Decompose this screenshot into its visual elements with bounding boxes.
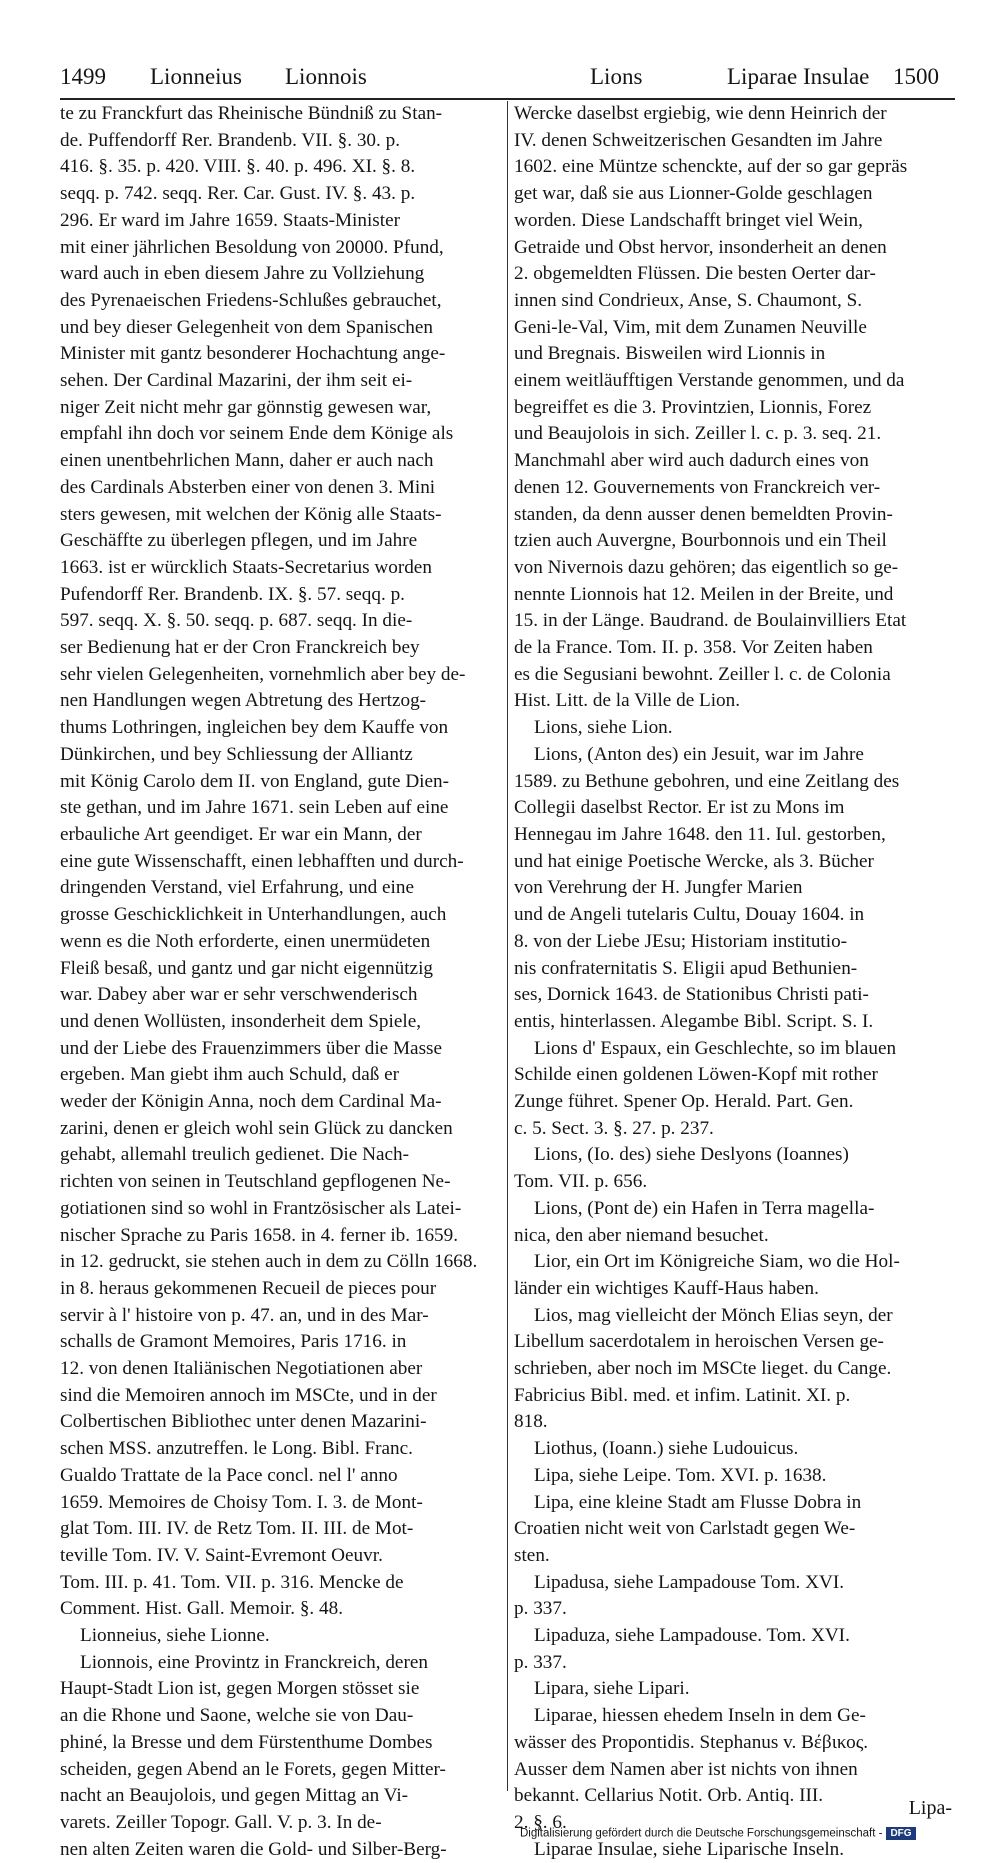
left-column-line: zarini, denen er gleich wohl sein Glück zu dancken — [60, 1117, 453, 1139]
left-column-line: 416. §. 35. p. 420. VIII. §. 40. p. 496. XI. §. 8. — [60, 156, 416, 178]
left-column-line: eine gute Wissenschafft, einen lebhafften und durch- — [60, 850, 464, 872]
left-column-line: nen alten Zeiten waren die Gold- und Silber-Berg- — [60, 1838, 447, 1860]
left-column-line: seqq. p. 742. seqq. Rer. Car. Gust. IV. §. 43. p. — [60, 183, 416, 205]
right-column-line: nennte Lionnois hat 12. Meilen in der Breite, und — [514, 583, 894, 605]
left-column-line: scheiden, gegen Abend an le Forets, gegen Mitter- — [60, 1758, 446, 1780]
left-column-line: Fleiß besaß, und gantz und gar nicht eigennützig — [60, 957, 433, 979]
right-column-line: Fabricius Bibl. med. et infim. Latinit. XI. p. — [514, 1384, 851, 1406]
left-column-line: Haupt-Stadt Lion ist, gegen Morgen stösset sie — [60, 1678, 420, 1700]
right-column-line: von Verehrung der H. Jungfer Marien — [514, 877, 803, 899]
left-column-line: an die Rhone und Saone, welche sie von Dau- — [60, 1705, 414, 1727]
right-column-line: 8. von der Liebe JEsu; Historiam institutio- — [514, 930, 848, 952]
left-column-line: dringenden Verstand, viel Erfahrung, und eine — [60, 877, 414, 899]
left-column-line: des Cardinals Absterben einer von denen 3. Mini — [60, 476, 436, 498]
right-column-line: standen, da denn ausser denen bemeldten Provin- — [514, 503, 893, 525]
left-column — [60, 101, 504, 1860]
left-column-line: niger Zeit nicht mehr gar gönnstig gewesen war, — [60, 396, 432, 418]
right-column-line: Lions d' Espaux, ein Geschlechte, so im blauen — [534, 1037, 897, 1059]
left-column-line: nischer Sprache zu Paris 1658. in 4. ferner ib. 1659. — [60, 1224, 459, 1246]
right-column-line: 15. in der Länge. Baudrand. de Boulainvilliers Etat — [514, 610, 907, 632]
right-column-line: Lipadusa, siehe Lampadouse Tom. XVI. — [534, 1571, 845, 1593]
left-column-line: Lionneius, siehe Lionne. — [80, 1625, 270, 1647]
left-column-line: erbauliche Art geendiget. Er war ein Mann, der — [60, 823, 422, 845]
left-column-line: richten von seinen in Teutschland gepflogenen Ne- — [60, 1171, 451, 1193]
header-keyword-2: Lionnois — [285, 64, 367, 89]
left-column-line: ergeben. Man giebt ihm auch Schuld, daß er — [60, 1064, 400, 1086]
right-column-line: Lions, siehe Lion. — [534, 717, 673, 739]
right-column-line: Tom. VII. p. 656. — [514, 1171, 648, 1193]
right-column-line: c. 5. Sect. 3. §. 27. p. 237. — [514, 1117, 714, 1139]
left-column-line: und der Liebe des Frauenzimmers über die Masse — [60, 1037, 443, 1059]
right-column-line: Geni-le-Val, Vim, mit dem Zunamen Neuville — [514, 316, 867, 338]
header-page-number-left: 1499 — [60, 64, 106, 89]
left-column-line: mit König Carolo dem II. von England, gute Dien- — [60, 770, 450, 792]
left-column-line: glat Tom. III. IV. de Retz Tom. II. III. de Mot- — [60, 1518, 414, 1540]
left-column-line: in 8. heraus gekommenen Recueil de pieces pour — [60, 1277, 437, 1299]
right-column-line: Lipa, eine kleine Stadt am Flusse Dobra in — [534, 1491, 862, 1513]
left-column-line: mit einer jährlichen Besoldung von 20000. Pfund, — [60, 236, 444, 258]
right-column-line: Zunge führet. Spener Op. Herald. Part. Gen. — [514, 1091, 854, 1113]
right-column-line: Schilde einen goldenen Löwen-Kopf mit rother — [514, 1064, 878, 1086]
left-column-line: de. Puffendorff Rer. Brandenb. VII. §. 30. p. — [60, 129, 400, 151]
left-column-line: varets. Zeiller Topogr. Gall. V. p. 3. In de- — [60, 1812, 382, 1833]
right-column-line: wässer des Propontidis. Stephanus v. Βέβικος. — [514, 1731, 869, 1753]
left-column-line: ste gethan, und im Jahre 1671. sein Leben auf eine — [60, 797, 449, 819]
left-column-line: des Pyrenaeischen Friedens-Schlußes gebrauchet, — [60, 289, 442, 311]
left-column-line: sind die Memoiren annoch im MSCte, und in der — [60, 1384, 437, 1406]
right-column-line: Hennegau im Jahre 1648. den 11. Iul. gestorben, — [514, 823, 886, 845]
left-column-line: teville Tom. IV. V. Saint-Evremont Oeuvr. — [60, 1544, 383, 1566]
right-column-line: Getraide und Obst hervor, insonderheit an denen — [514, 236, 887, 258]
left-column-line: gehabt, allemahl treulich gedienet. Die Nach- — [60, 1144, 409, 1166]
dfg-logo: DFG — [886, 1827, 915, 1840]
right-column-line: Hist. Litt. de la Ville de Lion. — [514, 690, 741, 712]
right-column-line: p. 337. — [514, 1598, 567, 1620]
right-column-line: es die Segusiani bewohnt. Zeiller l. c. de Colonia — [514, 663, 891, 685]
left-column-line: 296. Er ward im Jahre 1659. Staats-Minister — [60, 209, 400, 231]
right-column-line: p. 337. — [514, 1651, 567, 1673]
left-column-line: nen Handlungen wegen Abtretung des Hertzog- — [60, 690, 427, 712]
right-column-line: 2. obgemeldten Flüssen. Die besten Oerter dar- — [514, 263, 876, 285]
left-column-line: und bey dieser Gelegenheit von dem Spanischen — [60, 316, 433, 338]
right-column-line: ses, Dornick 1643. de Stationibus Christi pati- — [514, 984, 869, 1006]
right-column-line: und de Angeli tutelaris Cultu, Douay 1604. in — [514, 904, 865, 926]
right-column-line: nis confraternitatis S. Eligii apud Bethunien- — [514, 957, 858, 979]
right-column-line: und Bregnais. Bisweilen wird Lionnis in — [514, 343, 826, 365]
left-column-line: ward auch in eben diesem Jahre zu Vollziehung — [60, 263, 425, 285]
right-column-line: Collegii daselbst Rector. Er ist zu Mons im — [514, 797, 845, 819]
left-column-line: phiné, la Bresse und dem Fürstenthume Dombes — [60, 1731, 433, 1753]
left-column-line: Gualdo Trattate de la Pace concl. nel l' anno — [60, 1464, 398, 1486]
right-column-line: worden. Diese Landschafft bringet viel Wein, — [514, 209, 863, 231]
left-column-line: wenn es die Noth erforderte, einen unermüdeten — [60, 930, 431, 952]
right-column-line: und hat einige Poetische Wercke, als 3. Bücher — [514, 850, 874, 872]
left-column-line: empfahl ihn doch vor seinem Ende dem Könige als — [60, 423, 454, 445]
left-column-line: Dünkirchen, und bey Schliessung der Alliantz — [60, 743, 413, 765]
right-column-line: 1589. zu Bethune gebohren, und eine Zeitlang des — [514, 770, 900, 792]
right-column-line: 2. §. 6. — [514, 1812, 567, 1833]
right-column-line: Lions, (Pont de) ein Hafen in Terra magella- — [534, 1197, 875, 1219]
header-rule — [60, 98, 955, 100]
right-column-line: Lios, mag vielleicht der Mönch Elias seyn, der — [534, 1304, 893, 1326]
right-column-line: Lior, ein Ort im Königreiche Siam, wo die Hol- — [534, 1251, 900, 1273]
header-keyword-3: Lions — [590, 64, 643, 89]
right-column-line: Wercke daselbst ergiebig, wie denn Heinrich der — [514, 103, 887, 124]
right-column-line: Croatien nicht weit von Carlstadt gegen We- — [514, 1518, 856, 1540]
left-column-line: nacht an Beaujolois, und gegen Mittag an Vi- — [60, 1785, 409, 1807]
right-column-line: Lions, (Anton des) ein Jesuit, war im Jahre — [534, 743, 864, 765]
left-column-line: und denen Wollüsten, insonderheit dem Spiele, — [60, 1010, 422, 1032]
right-column-line: denen 12. Gouvernements von Franckreich ver- — [514, 476, 881, 498]
left-column-line: schalls de Gramont Memoires, Paris 1716. in — [60, 1331, 407, 1353]
header-keyword-4: Liparae Insulae — [727, 64, 870, 89]
right-column-line: Lipa, siehe Leipe. Tom. XVI. p. 1638. — [534, 1464, 827, 1486]
digitization-credit — [520, 1827, 950, 1849]
right-column-line: bekannt. Cellarius Notit. Orb. Antiq. III. — [514, 1785, 824, 1807]
right-column-line: Lipara, siehe Lipari. — [534, 1678, 690, 1700]
right-column-line: Manchmahl aber wird auch dadurch eines von — [514, 450, 869, 472]
left-column-line: weder der Königin Anna, noch dem Cardinal Ma- — [60, 1091, 442, 1113]
right-column-line: entis, hinterlassen. Alegambe Bibl. Script. S. I. — [514, 1010, 874, 1032]
right-column-line: sten. — [514, 1544, 550, 1566]
left-column-line: Colbertischen Bibliothec unter denen Mazarini- — [60, 1411, 427, 1433]
left-column-line: Comment. Hist. Gall. Memoir. §. 48. — [60, 1598, 344, 1620]
right-column-line: 1602. eine Müntze schenckte, auf der so gar gepräs — [514, 156, 908, 178]
right-column-line: de la France. Tom. II. p. 358. Vor Zeiten haben — [514, 637, 873, 659]
right-column-line: und Beaujolois in sich. Zeiller l. c. p. 3. seq. 21. — [514, 423, 882, 445]
left-column-line: sehen. Der Cardinal Mazarini, der ihm seit ei- — [60, 370, 413, 392]
left-column-line: te zu Franckfurt das Rheinische Bündniß zu Stan- — [60, 103, 443, 124]
right-column-line: nica, den aber niemand besuchet. — [514, 1224, 769, 1246]
right-column-line: länder ein wichtiges Kauff-Haus haben. — [514, 1277, 819, 1299]
left-column-line: servir à l' histoire von p. 47. an, und in des Mar- — [60, 1304, 429, 1326]
left-column-line: thums Lothringen, ingleichen bey dem Kauffe von — [60, 717, 449, 739]
right-column-line: Libellum sacerdotalem in heroischen Versen ge- — [514, 1331, 884, 1353]
catchword: Lipa- — [908, 1797, 952, 1819]
left-column-line: Pufendorff Rer. Brandenb. IX. §. 57. seqq. p. — [60, 583, 405, 605]
left-column-line: einen unentbehrlichen Mann, daher er auch nach — [60, 450, 434, 472]
left-column-line: 1663. ist er würcklich Staats-Secretarius worden — [60, 556, 432, 578]
right-column-line: get war, daß sie aus Lionner-Golde geschlagen — [514, 183, 873, 205]
right-column-line: von Nivernois dazu gehören; das eigentlich so ge- — [514, 556, 899, 578]
left-column-line: in 12. gedruckt, sie stehen auch in dem zu Cölln 1668. — [60, 1251, 478, 1273]
left-column-line: grosse Geschicklichkeit in Unterhandlungen, auch — [60, 904, 447, 926]
left-column-line: 1659. Memoires de Choisy Tom. I. 3. de Mont- — [60, 1491, 423, 1513]
right-column-line: Lions, (Io. des) siehe Deslyons (Ioannes) — [534, 1144, 849, 1166]
header-page-number-right: 1500 — [893, 64, 939, 89]
right-column-line: IV. denen Schweitzerischen Gesandten im Jahre — [514, 129, 883, 151]
left-column-line: 12. von denen Italiänischen Negotiationen aber — [60, 1358, 423, 1380]
right-column-line: Liparae, hiessen ehedem Inseln in dem Ge- — [534, 1705, 866, 1727]
left-column-line: Lionnois, eine Provintz in Franckreich, deren — [80, 1651, 428, 1673]
right-column-line: innen sind Condrieux, Anse, S. Chaumont, S. — [514, 289, 863, 311]
left-column-line: 597. seqq. X. §. 50. seqq. p. 687. seqq. In die- — [60, 610, 413, 632]
right-column-line: tzien auch Auvergne, Bourbonnois und ein Theil — [514, 530, 887, 552]
left-column-line: Geschäffte zu überlegen pflegen, und im Jahre — [60, 530, 418, 552]
right-column-line: einem weitläufftigen Verstande genommen, und da — [514, 370, 905, 392]
column-divider — [507, 101, 508, 1791]
header-keyword-1: Lionneius — [150, 64, 242, 89]
right-column-line: 818. — [514, 1411, 548, 1433]
left-column-line: schen MSS. anzutreffen. le Long. Bibl. Franc. — [60, 1438, 413, 1460]
left-column-line: ser Bedienung hat er der Cron Franckreich bey — [60, 637, 420, 659]
left-column-line: sters gewesen, mit welchen der König alle Staats- — [60, 503, 442, 525]
right-column-line: Ausser dem Namen aber ist nichts von ihnen — [514, 1758, 858, 1780]
right-column-line: schrieben, aber noch im MSCte lieget. du Cange. — [514, 1358, 892, 1380]
left-column-line: sehr vielen Gelegenheiten, vornehmlich aber bey de- — [60, 663, 466, 685]
right-column-line: begreiffet es die 3. Provintzien, Lionnis, Forez — [514, 396, 872, 418]
right-column-line: Liparae Insulae, siehe Liparische Inseln. — [534, 1838, 845, 1860]
left-column-line: war. Dabey aber war er sehr verschwenderisch — [60, 984, 418, 1006]
right-column-line: Lipaduza, siehe Lampadouse. Tom. XVI. — [534, 1625, 850, 1647]
left-column-line: gotiationen sind so wohl in Frantzösischer als Latei- — [60, 1197, 462, 1219]
right-column-line: Liothus, (Ioann.) siehe Ludouicus. — [534, 1438, 799, 1460]
digitization-credit-text: Digitalisierung gefördert durch die Deutsche Forschungsgemeinschaft - — [520, 1827, 883, 1840]
left-column-line: Minister mit gantz besonderer Hochachtung ange- — [60, 343, 446, 365]
left-column-line: Tom. III. p. 41. Tom. VII. p. 316. Mencke de — [60, 1571, 404, 1593]
